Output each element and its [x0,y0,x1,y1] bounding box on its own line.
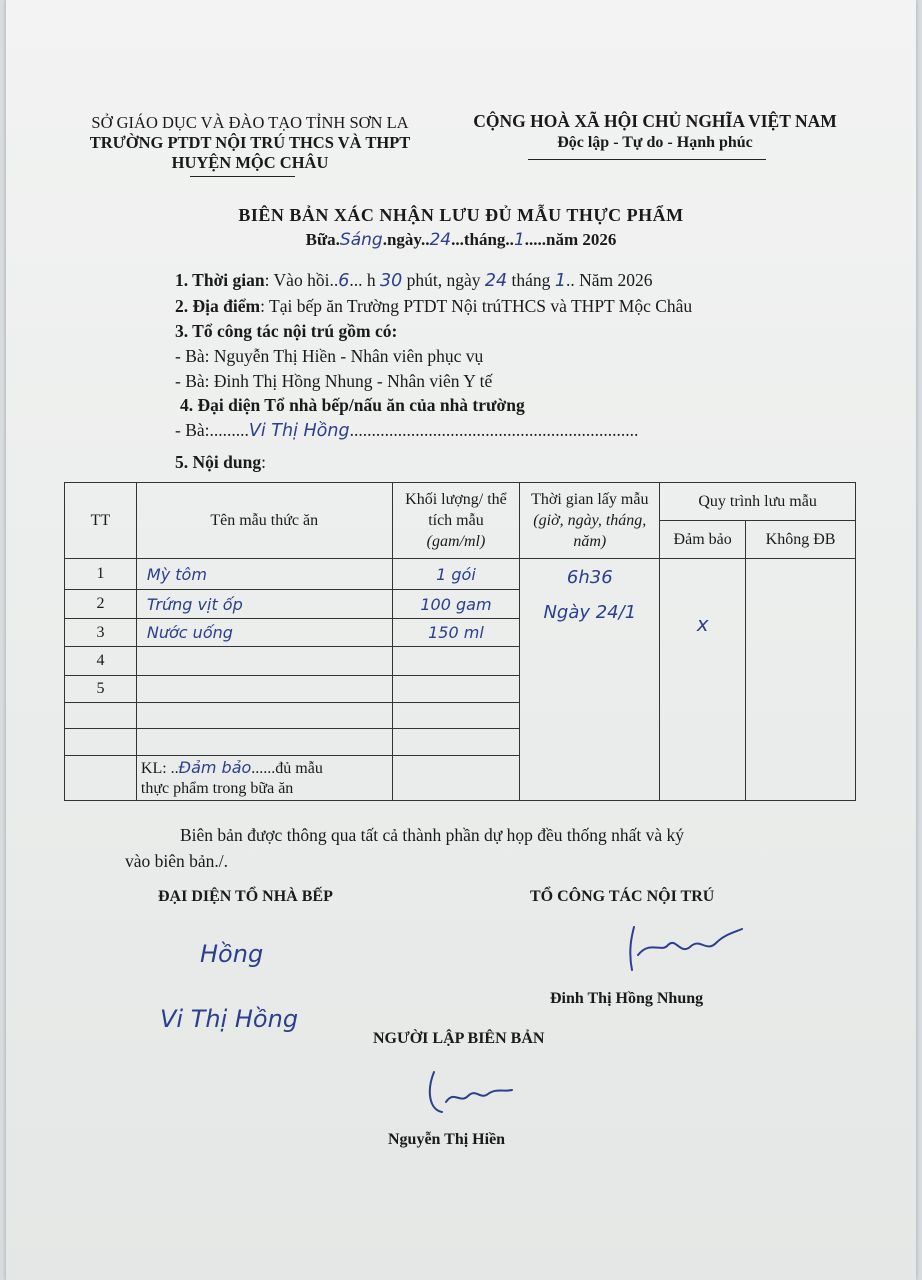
header-weight: Khối lượng/ thể tích mẫu (gam/ml) [392,483,520,559]
header-ok: Đảm bảo [660,521,746,559]
header-right [460,110,850,154]
meal-day: 24 [429,230,452,250]
kitchen-rep-name: Vi Thị Hồng [248,421,350,441]
board-signature [620,915,750,975]
header-not-ok: Không ĐB [746,521,856,559]
header-time: Thời gian lấy mẫu (giờ, ngày, tháng, năm) [520,483,660,559]
ok-cell [660,559,746,801]
sample-date: Ngày 24/1 [543,602,637,623]
motto: Độc lập - Tự do - Hạnh phúc [557,134,753,151]
kitchen-rep-title: ĐẠI DIỆN TỔ NHÀ BẾP [158,888,333,905]
sample-time-cell [520,559,660,801]
header-process: Quy trình lưu mẫu [660,483,856,521]
creator-signature [420,1062,520,1120]
conclusion-value: Đảm bảo [178,757,252,777]
meal-line: Bữa.Sáng.ngày..24...tháng..1.....năm 2026 [305,230,617,250]
header-left-underline [190,176,295,177]
header-name: Tên mẫu thức ăn [136,483,392,559]
creator-name: Nguyễn Thị Hiền [388,1131,506,1148]
section-content-label: 5. Nội dung: [175,452,266,472]
country-name: CỘNG HOÀ XÃ HỘI CHỦ NGHĨA VIỆT NAM [473,111,837,131]
board-member-2: - Bà: Đinh Thị Hồng Nhung - Nhân viên Y tế [175,371,493,391]
table-row: 4 [65,647,856,676]
meal-month: 1 [513,230,525,250]
section-time: 1. Thời gian: Vào hồi..6... h 30 phút, ngày 24 tháng 1.. Năm 2026 [175,270,653,291]
section-kitchen-label: 4. Đại diện Tổ nhà bếp/nấu ăn của nhà trường [180,395,525,415]
section-location: 2. Địa điểm: Tại bếp ăn Trường PTDT Nội trúTHCS và THPT Mộc Châu [175,296,693,316]
board-member-1: - Bà: Nguyễn Thị Hiền - Nhân viên phục vụ [175,346,484,366]
board-title: TỔ CÔNG TÁC NỘI TRÚ [530,888,715,905]
kitchen-rep-line: - Bà:.........Vi Thị Hồng.................................................................. [175,420,639,441]
table-row: 2 Trứng vịt ốp 100 gam [65,590,856,619]
kitchen-rep-handwritten-name: Vi Thị Hồng [160,1005,299,1033]
header-left [60,113,440,173]
table-row: 3 Nước uống 150 ml [65,619,856,647]
table-row: 5 [65,676,856,703]
conclusion-cell: KL: ..Đảm bảo......đủ mẫu thực phẩm trong bữa ăn [136,756,392,801]
sample-time: 6h36 [566,567,613,588]
section-board-label: 3. Tổ công tác nội trú gồm có: [175,321,398,341]
header-right-underline [528,159,766,160]
sample-table [64,482,856,801]
not-ok-cell [746,559,856,801]
closing-line-1: Biên bản được thông qua tất cả thành phần dự họp đều thống nhất và ký [180,825,685,845]
board-name: Đinh Thị Hồng Nhung [550,990,704,1007]
ok-mark: x [696,611,709,636]
table-row: 1 Mỳ tôm 1 gói 6h36 Ngày 24/1 x [65,559,856,590]
document-title: BIÊN BẢN XÁC NHẬN LƯU ĐỦ MẪU THỰC PHẨM [238,205,684,225]
meal-value: Sáng [339,230,383,250]
closing-line-2: vào biên bản./. [125,851,229,871]
kitchen-rep-signature: Hồng [200,940,264,968]
school-name: TRƯỜNG PTDT NỘI TRÚ THCS VÀ THPT [89,133,411,152]
creator-title: NGƯỜI LẬP BIÊN BẢN [373,1030,545,1047]
district-name: HUYỆN MỘC CHÂU [171,153,329,172]
department-name: SỞ GIÁO DỤC VÀ ĐÀO TẠO TỈNH SƠN LA [91,113,409,132]
header-tt: TT [65,483,137,559]
